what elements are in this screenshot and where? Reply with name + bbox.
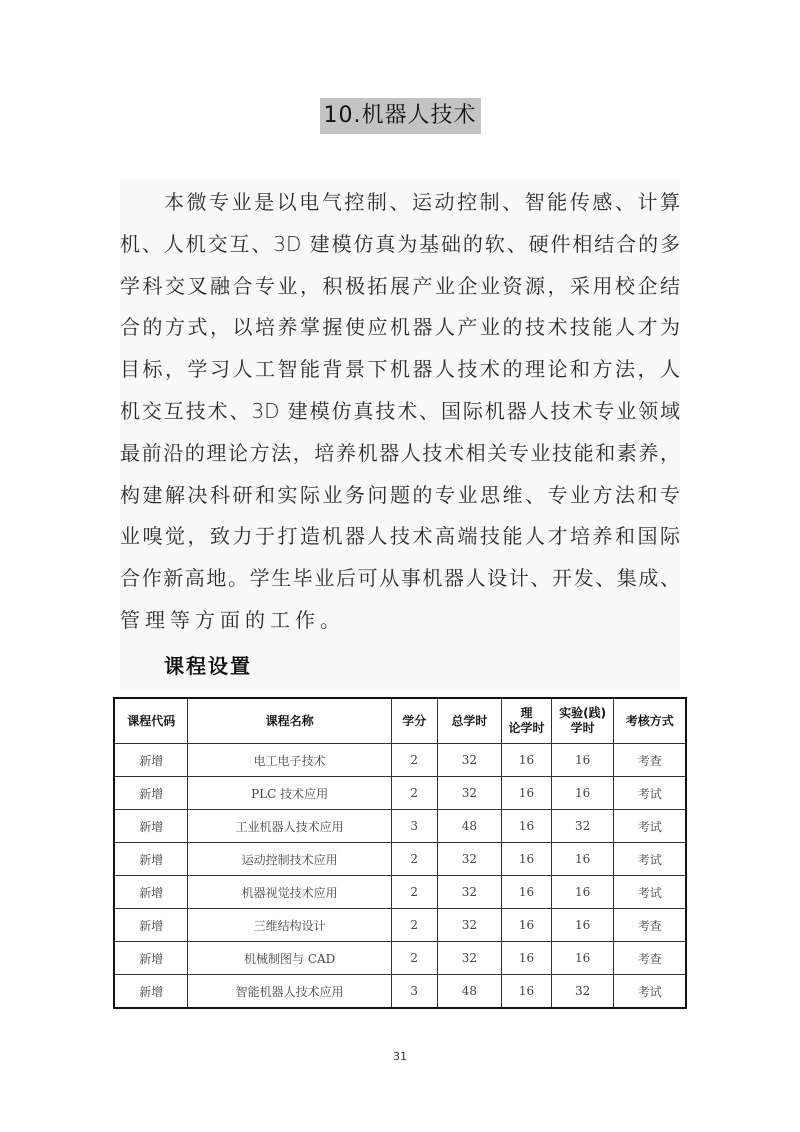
cell-theory-hours: 16 — [502, 810, 552, 843]
cell-total-hours: 32 — [437, 942, 502, 975]
header-exam-method: 考核方式 — [614, 698, 686, 744]
cell-course-name: 工业机器人技术应用 — [188, 810, 391, 843]
cell-course-name: 三维结构设计 — [188, 909, 391, 942]
table-row — [114, 909, 686, 942]
header-theory-hours — [502, 698, 552, 744]
paragraph-line: 业嗅觉，致力于打造机器人技术高端技能人才培养和国际 — [120, 524, 680, 549]
header-course-name: 课程名称 — [188, 698, 391, 744]
cell-course-code: 新增 — [114, 810, 188, 843]
table-row — [114, 744, 686, 777]
cell-lab-hours: 32 — [551, 975, 614, 1009]
cell-credit: 2 — [391, 942, 437, 975]
cell-exam-method: 考试 — [614, 876, 686, 909]
cell-course-name: PLC 技术应用 — [188, 777, 391, 810]
header-credit: 学分 — [391, 698, 437, 744]
cell-credit: 3 — [391, 810, 437, 843]
cell-course-code: 新增 — [114, 975, 188, 1009]
paragraph-line: 构建解决科研和实际业务问题的专业思维、专业方法和专 — [120, 482, 680, 507]
cell-course-name: 智能机器人技术应用 — [188, 975, 391, 1009]
cell-total-hours: 48 — [437, 810, 502, 843]
page-number: 31 — [393, 1050, 407, 1063]
cell-credit: 2 — [391, 744, 437, 777]
cell-course-code: 新增 — [114, 777, 188, 810]
cell-lab-hours: 16 — [551, 942, 614, 975]
table-row — [114, 810, 686, 843]
cell-theory-hours: 16 — [502, 843, 552, 876]
header-course-code: 课程代码 — [114, 698, 188, 744]
cell-course-name: 机械制图与 CAD — [188, 942, 391, 975]
header-total-hours: 总学时 — [437, 698, 502, 744]
cell-credit: 3 — [391, 975, 437, 1009]
section-heading-course-setup: 课程设置 — [164, 654, 252, 678]
cell-theory-hours: 16 — [502, 876, 552, 909]
cell-exam-method: 考试 — [614, 843, 686, 876]
header-lab-hours-line1: 实验(践) — [559, 706, 607, 720]
paragraph-line: 本微专业是以电气控制、运动控制、智能传感、计算 — [164, 190, 680, 214]
cell-total-hours: 32 — [437, 744, 502, 777]
cell-theory-hours: 16 — [502, 942, 552, 975]
table-row — [114, 942, 686, 975]
paragraph-line: 机、人机交互、3D 建模仿真为基础的软、硬件相结合的多 — [120, 231, 680, 256]
cell-credit: 2 — [391, 777, 437, 810]
cell-total-hours: 32 — [437, 843, 502, 876]
paragraph-line: 机交互技术、3D 建模仿真技术、国际机器人技术专业领域 — [120, 398, 680, 423]
cell-exam-method: 考试 — [614, 810, 686, 843]
cell-lab-hours: 16 — [551, 876, 614, 909]
paragraph-line: 合的方式，以培养掌握使应机器人产业的技术技能人才为 — [120, 315, 680, 340]
cell-course-name: 运动控制技术应用 — [188, 843, 391, 876]
table-row — [114, 777, 686, 810]
cell-course-name: 机器视觉技术应用 — [188, 876, 391, 909]
paragraph-line: 学科交叉融合专业，积极拓展产业企业资源，采用校企结 — [120, 273, 680, 298]
cell-theory-hours: 16 — [502, 909, 552, 942]
table-header-row — [114, 698, 686, 744]
cell-total-hours: 32 — [437, 876, 502, 909]
course-table — [113, 697, 687, 1009]
cell-theory-hours: 16 — [502, 777, 552, 810]
header-theory-hours-line1: 理 — [520, 706, 533, 720]
cell-lab-hours: 16 — [551, 744, 614, 777]
cell-theory-hours: 16 — [502, 975, 552, 1009]
cell-exam-method: 考查 — [614, 909, 686, 942]
text-block — [120, 178, 680, 690]
table-row — [114, 975, 686, 1009]
paragraph-line: 最前沿的理论方法，培养机器人技术相关专业技能和素养， — [120, 440, 680, 465]
cell-exam-method: 考查 — [614, 942, 686, 975]
cell-lab-hours: 32 — [551, 810, 614, 843]
cell-exam-method: 考查 — [614, 744, 686, 777]
cell-credit: 2 — [391, 876, 437, 909]
table-row — [114, 876, 686, 909]
table-row — [114, 843, 686, 876]
intro-paragraph — [120, 182, 680, 642]
cell-credit: 2 — [391, 909, 437, 942]
cell-course-code: 新增 — [114, 843, 188, 876]
table-body — [114, 744, 686, 1009]
paragraph-line: 管理等方面的工作。 — [120, 607, 345, 632]
paragraph-line: 目标，学习人工智能背景下机器人技术的理论和方法，人 — [120, 357, 680, 382]
cell-lab-hours: 16 — [551, 843, 614, 876]
title-container — [0, 98, 800, 134]
cell-lab-hours: 16 — [551, 777, 614, 810]
header-theory-hours-line2: 论学时 — [508, 721, 545, 735]
paragraph-line: 合作新高地。学生毕业后可从事机器人设计、开发、集成、 — [120, 566, 680, 591]
cell-course-code: 新增 — [114, 909, 188, 942]
cell-course-code: 新增 — [114, 876, 188, 909]
cell-course-code: 新增 — [114, 942, 188, 975]
cell-course-code: 新增 — [114, 744, 188, 777]
page-title: 10.机器人技术 — [320, 98, 481, 134]
cell-lab-hours: 16 — [551, 909, 614, 942]
header-lab-hours — [551, 698, 614, 744]
cell-exam-method: 考试 — [614, 975, 686, 1009]
cell-credit: 2 — [391, 843, 437, 876]
cell-total-hours: 32 — [437, 777, 502, 810]
cell-exam-method: 考试 — [614, 777, 686, 810]
header-lab-hours-line2: 学时 — [570, 721, 595, 735]
cell-total-hours: 32 — [437, 909, 502, 942]
cell-theory-hours: 16 — [502, 744, 552, 777]
cell-course-name: 电工电子技术 — [188, 744, 391, 777]
cell-total-hours: 48 — [437, 975, 502, 1009]
